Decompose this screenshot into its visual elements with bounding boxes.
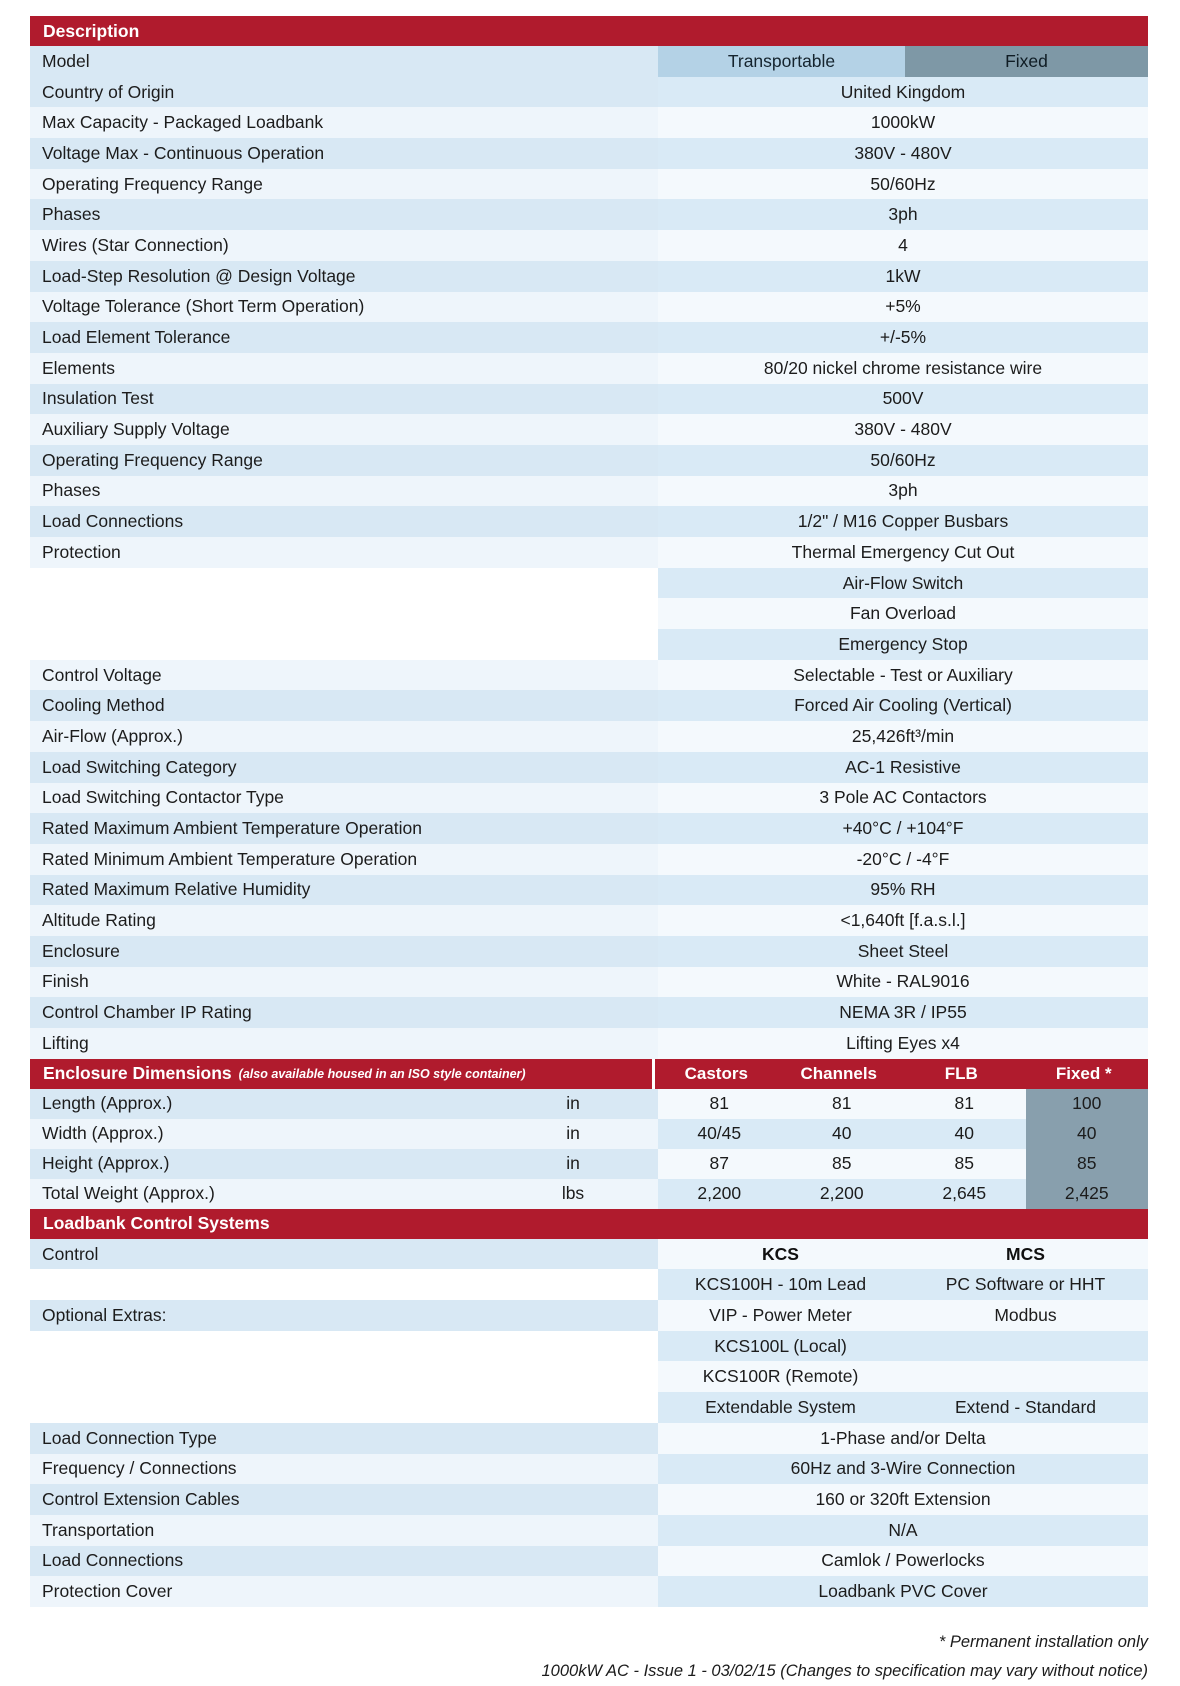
kcs-value: Extendable System [705, 1396, 856, 1417]
control-row [30, 1392, 1148, 1423]
spec-row [30, 568, 1148, 599]
row-label: Insulation Test [30, 384, 658, 415]
spec-row [30, 844, 1148, 875]
row-label: Protection [30, 537, 658, 568]
row-unit: in [488, 1149, 658, 1179]
dimension-value: 40/45 [658, 1119, 781, 1149]
spec-row [30, 783, 1148, 814]
column-header-castors: Castors [684, 1063, 748, 1083]
row-value: +40°C / +104°F [658, 813, 1148, 844]
row-value: 95% RH [658, 875, 1148, 906]
row-value: 80/20 nickel chrome resistance wire [658, 353, 1148, 384]
row-value: 380V - 480V [658, 138, 1148, 169]
row-label: Lifting [30, 1028, 658, 1059]
control-row [30, 1269, 1148, 1300]
column-header-channels: Channels [800, 1063, 878, 1083]
row-label: Operating Frequency Range [30, 169, 658, 200]
row-label: Model [30, 46, 658, 77]
model-transportable-header: Transportable [658, 46, 905, 77]
row-label: Cooling Method [30, 690, 658, 721]
row-label: Height (Approx.) [30, 1149, 488, 1179]
spec-row [30, 629, 1148, 660]
dimension-value: 85 [781, 1149, 904, 1179]
dimension-value: 85 [1026, 1149, 1149, 1179]
kcs-value: KCS100L (Local) [714, 1335, 847, 1356]
row-value: Thermal Emergency Cut Out [658, 537, 1148, 568]
row-value: 500V [658, 384, 1148, 415]
row-value: 4 [658, 230, 1148, 261]
row-value: Loadbank PVC Cover [658, 1576, 1148, 1607]
row-value: 1000kW [658, 107, 1148, 138]
control-row [30, 1484, 1148, 1515]
spec-row [30, 752, 1148, 783]
row-value: -20°C / -4°F [658, 844, 1148, 875]
row-value: Lifting Eyes x4 [658, 1028, 1148, 1059]
row-label: Frequency / Connections [30, 1454, 658, 1485]
row-label: Optional Extras: [30, 1300, 658, 1331]
section-header-control-systems [30, 1209, 1148, 1239]
row-label: Enclosure [30, 936, 658, 967]
kcs-value: VIP - Power Meter [709, 1304, 852, 1325]
row-value: Emergency Stop [658, 629, 1148, 660]
spec-row [30, 199, 1148, 230]
row-value: Camlok / Powerlocks [658, 1546, 1148, 1577]
row-value: Selectable - Test or Auxiliary [658, 660, 1148, 691]
row-label [30, 1331, 658, 1362]
row-label [30, 598, 658, 629]
spec-row [30, 261, 1148, 292]
row-value: 50/60Hz [658, 445, 1148, 476]
model-row [30, 46, 1148, 77]
spec-row [30, 107, 1148, 138]
control-row [30, 1423, 1148, 1454]
spec-row [30, 414, 1148, 445]
row-label: Rated Maximum Relative Humidity [30, 875, 658, 906]
spec-row [30, 875, 1148, 906]
row-label: Voltage Tolerance (Short Term Operation) [30, 292, 658, 323]
description-rows [30, 77, 1148, 1059]
row-label: Max Capacity - Packaged Loadbank [30, 107, 658, 138]
kcs-value: KCS [762, 1243, 799, 1264]
row-value: 1kW [658, 261, 1148, 292]
row-label: Air-Flow (Approx.) [30, 721, 658, 752]
dimension-value: 81 [903, 1089, 1026, 1119]
row-value: 60Hz and 3-Wire Connection [658, 1454, 1148, 1485]
row-label: Load Connection Type [30, 1423, 658, 1454]
row-value-pair [658, 1269, 1148, 1300]
control-row [30, 1300, 1148, 1331]
spec-row [30, 721, 1148, 752]
row-value: Sheet Steel [658, 936, 1148, 967]
section-title-group [30, 1059, 655, 1089]
spec-row [30, 936, 1148, 967]
dimension-value: 2,425 [1026, 1179, 1149, 1209]
control-system-rows [30, 1239, 1148, 1607]
row-value: N/A [658, 1515, 1148, 1546]
dimension-value: 2,645 [903, 1179, 1026, 1209]
footnote-issue: 1000kW AC - Issue 1 - 03/02/15 (Changes to specification may vary without notice) [541, 1662, 1148, 1680]
row-value: 3ph [658, 199, 1148, 230]
dimension-value: 85 [903, 1149, 1026, 1179]
row-value: White - RAL9016 [658, 967, 1148, 998]
spec-row [30, 138, 1148, 169]
column-header-fixed: Fixed * [1055, 1063, 1112, 1083]
row-label: Control Chamber IP Rating [30, 997, 658, 1028]
row-label: Control Extension Cables [30, 1484, 658, 1515]
row-unit: lbs [488, 1179, 658, 1209]
row-label: Protection Cover [30, 1576, 658, 1607]
row-value-pair [658, 1361, 1148, 1392]
spec-row [30, 690, 1148, 721]
dimension-row [30, 1149, 1148, 1179]
row-label [30, 1361, 658, 1392]
row-value: +/-5% [658, 322, 1148, 353]
row-value: Fan Overload [658, 598, 1148, 629]
row-value: <1,640ft [f.a.s.l.] [658, 905, 1148, 936]
row-label: Load Connections [30, 506, 658, 537]
kcs-value: KCS100R (Remote) [702, 1366, 859, 1387]
row-value-pair [658, 1300, 1148, 1331]
spec-row [30, 230, 1148, 261]
dimension-value: 87 [658, 1149, 781, 1179]
row-label: Width (Approx.) [30, 1119, 488, 1149]
spec-row [30, 476, 1148, 507]
row-value-pair [658, 1392, 1148, 1423]
row-label: Rated Maximum Ambient Temperature Operation [30, 813, 658, 844]
control-row [30, 1576, 1148, 1607]
row-label: Country of Origin [30, 77, 658, 108]
mcs-value: PC Software or HHT [945, 1274, 1106, 1295]
mcs-value: MCS [1006, 1243, 1045, 1264]
row-label: Control [30, 1239, 658, 1270]
control-row [30, 1239, 1148, 1270]
row-label: Finish [30, 967, 658, 998]
spec-row [30, 169, 1148, 200]
row-value: 3ph [658, 476, 1148, 507]
mcs-value: Modbus [994, 1304, 1057, 1325]
section-header-description [30, 16, 1148, 46]
row-value: 160 or 320ft Extension [658, 1484, 1148, 1515]
row-value-pair [658, 1331, 1148, 1362]
row-value: United Kingdom [658, 77, 1148, 108]
dimension-row [30, 1089, 1148, 1119]
row-value: AC-1 Resistive [658, 752, 1148, 783]
section-header-enclosure-dimensions [30, 1059, 1148, 1089]
control-row [30, 1454, 1148, 1485]
spec-row [30, 1028, 1148, 1059]
dimension-value: 2,200 [781, 1179, 904, 1209]
row-label: Load-Step Resolution @ Design Voltage [30, 261, 658, 292]
row-value: 25,426ft³/min [658, 721, 1148, 752]
footnote-permanent-installation: * Permanent installation only [938, 1633, 1148, 1651]
row-label: Control Voltage [30, 660, 658, 691]
row-label [30, 1392, 658, 1423]
dimension-row [30, 1179, 1148, 1209]
row-value: +5% [658, 292, 1148, 323]
row-label: Auxiliary Supply Voltage [30, 414, 658, 445]
dimension-row [30, 1119, 1148, 1149]
spec-row [30, 997, 1148, 1028]
section-title: Description [43, 20, 140, 41]
footnotes [30, 1628, 1148, 1686]
row-label: Load Switching Category [30, 752, 658, 783]
spec-row [30, 905, 1148, 936]
spec-row [30, 445, 1148, 476]
spec-row [30, 967, 1148, 998]
dimension-value: 2,200 [658, 1179, 781, 1209]
row-label: Rated Minimum Ambient Temperature Operation [30, 844, 658, 875]
control-row [30, 1515, 1148, 1546]
spec-row [30, 322, 1148, 353]
dimension-value: 40 [903, 1119, 1026, 1149]
spec-sheet [30, 16, 1148, 1607]
row-label: Load Connections [30, 1546, 658, 1577]
dimension-value: 81 [781, 1089, 904, 1119]
spec-row [30, 353, 1148, 384]
model-fixed-header: Fixed [905, 46, 1148, 77]
row-label: Operating Frequency Range [30, 445, 658, 476]
section-title: Loadbank Control Systems [43, 1213, 270, 1234]
row-label: Elements [30, 353, 658, 384]
dimension-value: 100 [1026, 1089, 1149, 1119]
row-unit: in [488, 1119, 658, 1149]
row-label [30, 568, 658, 599]
row-label [30, 1269, 658, 1300]
row-label: Length (Approx.) [30, 1089, 488, 1119]
control-row [30, 1546, 1148, 1577]
spec-row [30, 598, 1148, 629]
row-value: Air-Flow Switch [658, 568, 1148, 599]
row-label [30, 629, 658, 660]
row-value: 380V - 480V [658, 414, 1148, 445]
row-label: Phases [30, 199, 658, 230]
section-note: (also available housed in an ISO style container) [238, 1066, 526, 1081]
row-value: 1/2" / M16 Copper Busbars [658, 506, 1148, 537]
mcs-value: Extend - Standard [954, 1396, 1097, 1417]
row-value: 1-Phase and/or Delta [658, 1423, 1148, 1454]
row-label: Load Element Tolerance [30, 322, 658, 353]
dimension-value: 40 [1026, 1119, 1149, 1149]
row-label: Load Switching Contactor Type [30, 783, 658, 814]
dimension-value: 40 [781, 1119, 904, 1149]
dimension-value: 81 [658, 1089, 781, 1119]
spec-row [30, 813, 1148, 844]
dimension-rows [30, 1089, 1148, 1209]
row-label: Voltage Max - Continuous Operation [30, 138, 658, 169]
spec-row [30, 506, 1148, 537]
section-title: Enclosure Dimensions [43, 1063, 232, 1084]
row-value: Forced Air Cooling (Vertical) [658, 690, 1148, 721]
row-label: Wires (Star Connection) [30, 230, 658, 261]
row-value: NEMA 3R / IP55 [658, 997, 1148, 1028]
control-row [30, 1361, 1148, 1392]
spec-row [30, 292, 1148, 323]
spec-row [30, 660, 1148, 691]
spec-row [30, 537, 1148, 568]
spec-row [30, 77, 1148, 108]
row-value: 3 Pole AC Contactors [658, 783, 1148, 814]
row-label: Phases [30, 476, 658, 507]
spec-row [30, 384, 1148, 415]
row-label: Total Weight (Approx.) [30, 1179, 488, 1209]
control-row [30, 1331, 1148, 1362]
row-value-pair [658, 1239, 1148, 1270]
row-label: Transportation [30, 1515, 658, 1546]
row-unit: in [488, 1089, 658, 1119]
kcs-value: KCS100H - 10m Lead [694, 1274, 867, 1295]
column-header-flb: FLB [944, 1063, 978, 1083]
row-value: 50/60Hz [658, 169, 1148, 200]
row-label: Altitude Rating [30, 905, 658, 936]
